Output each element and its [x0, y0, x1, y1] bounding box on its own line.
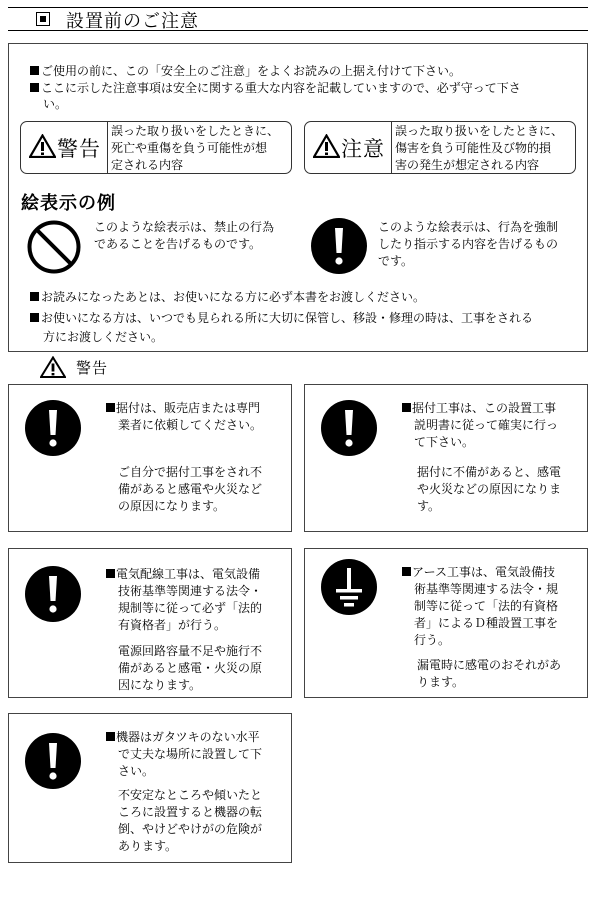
mandatory-line: です。: [378, 254, 414, 268]
bullet-square-icon: [106, 403, 115, 412]
signal-caution-line: 傷害を負う可能性及び物的損: [395, 141, 552, 155]
signal-warning-box: [20, 121, 292, 174]
box-lead-text: 据付工事は、この設置工事 説明書に従って確実に行っ て下さい。: [402, 400, 558, 451]
warning-box-follow-manual: [304, 384, 588, 532]
signal-warning-line: 定される内容: [111, 158, 184, 172]
exclamation-icon: [320, 399, 378, 457]
signal-caution-box: [304, 121, 576, 174]
prohibition-text: [94, 219, 274, 253]
intro-bullet-2-cont: い。: [43, 97, 68, 111]
intro-bullet-2: ここに示した注意事項は安全に関する重大な内容を記載していますので、必ず守って下さ: [30, 80, 521, 97]
prohibition-icon: [26, 219, 82, 275]
signal-caution-line: 誤った取り扱いをしたときに、: [395, 124, 564, 138]
prohibition-line: このような絵表示は、禁止の行為: [94, 220, 275, 234]
signal-warning-label: [21, 122, 108, 173]
mandatory-line: したり指示する内容を告げるもの: [378, 237, 559, 251]
bullet-square-icon: [106, 732, 115, 741]
exclamation-icon: [24, 399, 82, 457]
closing-bullet-1: お読みになったあとは、お使いになる方に必ず本書をお渡しください。: [30, 289, 425, 306]
box-detail-text: 不安定なところや傾いたと ころに設置すると機器の転 倒、やけどやけがの危険が あります。: [118, 788, 263, 853]
box-detail-text: 漏電時に感電のおそれがあ ります。: [417, 658, 562, 689]
box-lead-text: 機器はガタツキのない水平 で丈夫な場所に設置して下 さい。: [106, 729, 262, 780]
ground-icon: [320, 558, 378, 616]
box-lead-text: 電気配線工事は、電気設備 技術基準等関連する法令・ 規制等に従って必ず「法的 有資格者」が行う。: [106, 566, 262, 634]
warning-box-level-installation: [8, 713, 292, 863]
warning-box-grounding: [304, 548, 588, 698]
box-detail-text: 電源回路容量不足や施行不 備があると感電・火災の原 因になります。: [118, 644, 263, 692]
box-lead-text: アース工事は、電気設備技 術基準等関連する法令・規 制等に従って「法的有資格 者」によるＤ種設置工事を 行う。: [402, 564, 558, 649]
bullet-square-icon: [402, 403, 411, 412]
warning-triangle-icon: [40, 356, 66, 378]
closing-bullet-2-cont: 方にお渡しください。: [43, 330, 164, 344]
signal-caution-word: 注意: [341, 137, 385, 161]
page-title: 設置前のご注意: [66, 11, 199, 32]
signal-caution-label: [305, 122, 392, 173]
warning-box-install-by-dealer: [8, 384, 292, 532]
signal-caution-line: 害の発生が想定される内容: [395, 158, 540, 172]
box-lead-text: 据付は、販売店または専門 業者に依頼してください。: [106, 400, 262, 434]
warning-triangle-icon: [29, 134, 56, 158]
bullet-square-icon: [30, 292, 39, 301]
signal-warning-line: 誤った取り扱いをしたときに、: [111, 124, 280, 138]
exclamation-icon: [24, 565, 82, 623]
box-detail-text: 据付に不備があると、感電 や火災などの原因になりま す。: [417, 465, 562, 513]
bullet-square-icon: [106, 569, 115, 578]
closing-bullet-2: お使いになる方は、いつでも見られる所に大切に保管し、移設・修理の時は、工事をされる: [30, 310, 533, 327]
pictogram-heading: 絵表示の例: [21, 193, 116, 214]
caution-triangle-icon: [313, 134, 340, 158]
box-detail-text: ご自分で据付工事をされ不 備があると感電や火災など の原因になります。: [118, 465, 263, 513]
signal-warning-line: 死亡や重傷を負う可能性が想: [111, 141, 268, 155]
intro-bullet-1: ご使用の前に、この「安全上のご注意」をよくお読みの上据え付けて下さい。: [30, 63, 461, 80]
bullet-square-icon: [30, 83, 39, 92]
mandatory-text: [378, 219, 558, 270]
bullet-square-icon: [30, 66, 39, 75]
exclamation-icon: [24, 732, 82, 790]
signal-warning-word: 警告: [57, 137, 101, 161]
warning-box-electrical-wiring: [8, 548, 292, 698]
warning-section-title: 警告: [76, 359, 109, 377]
signal-warning-desc: [111, 123, 279, 174]
header-square-icon: [36, 12, 50, 26]
signal-caution-desc: [395, 123, 563, 174]
mandatory-line: このような絵表示は、行為を強制: [378, 220, 559, 234]
header-rule-bottom: [8, 30, 588, 31]
bullet-square-icon: [402, 567, 411, 576]
prohibition-line: であることを告げるものです。: [94, 237, 262, 251]
bullet-square-icon: [30, 313, 39, 322]
mandatory-action-icon: [310, 217, 368, 275]
